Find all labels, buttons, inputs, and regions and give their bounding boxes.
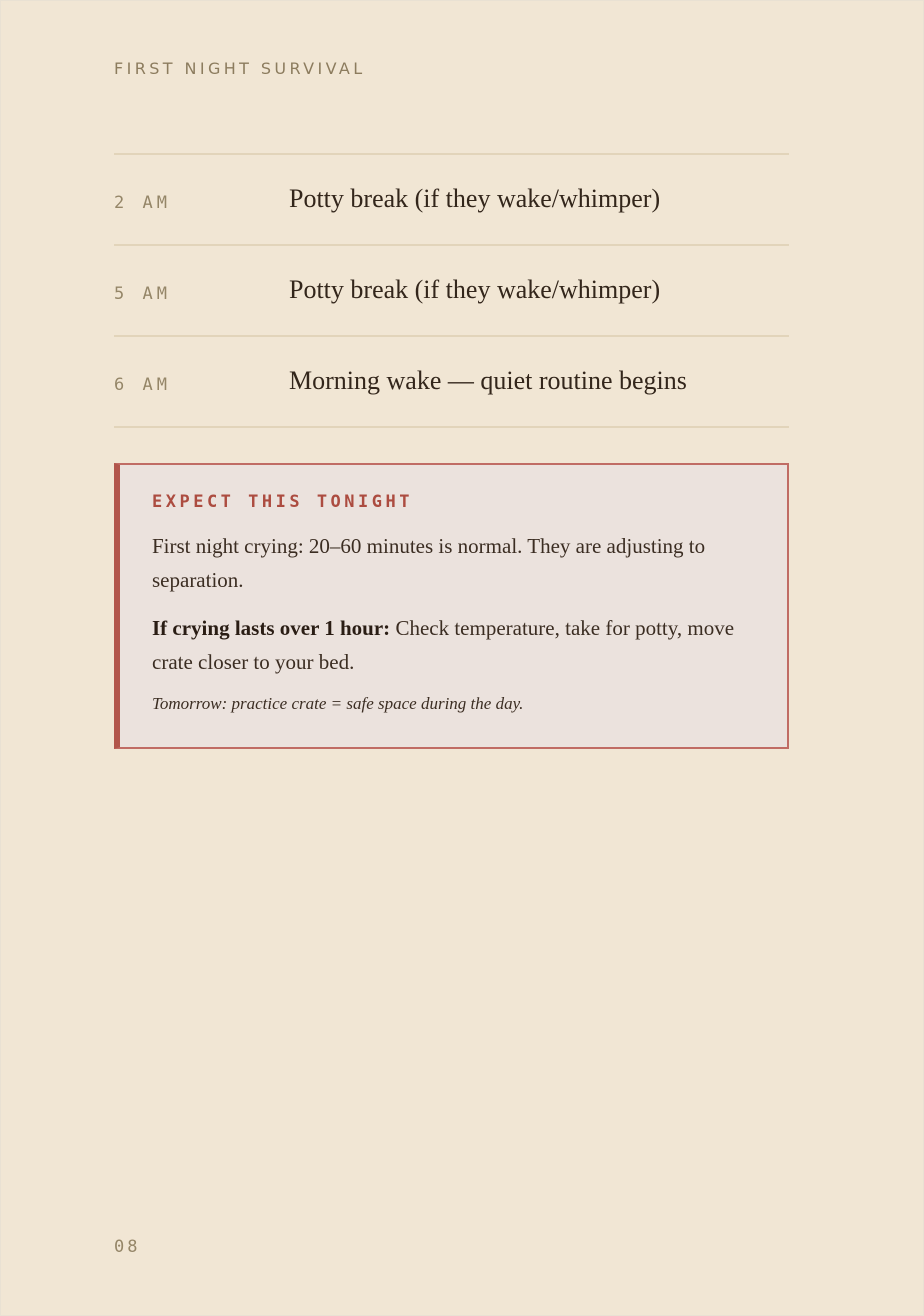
schedule-event: Morning wake — quiet routine begins	[289, 366, 687, 395]
schedule-row	[114, 155, 789, 246]
schedule-time: 6 AM	[114, 375, 171, 395]
callout-warning-text: Check temperature, take for potty, move crate closer to your bed.	[152, 616, 735, 674]
page-number: 08	[114, 1237, 141, 1257]
callout-paragraph: First night crying: 20–60 minutes is normal. They are adjusting to separation.	[152, 534, 706, 592]
expect-tonight-callout	[114, 463, 789, 749]
schedule-row	[114, 337, 789, 428]
schedule-event: Potty break (if they wake/whimper)	[289, 184, 661, 213]
callout-warning-lead: If crying lasts over 1 hour:	[152, 616, 391, 640]
schedule-time: 5 AM	[114, 284, 171, 304]
callout-title: EXPECT THIS TONIGHT	[152, 492, 413, 512]
section-header: FIRST NIGHT SURVIVAL	[114, 59, 366, 78]
night-schedule	[114, 153, 789, 428]
callout-paragraph-warning	[152, 611, 752, 679]
callout-note: Tomorrow: practice crate = safe space during the day.	[152, 694, 524, 713]
schedule-row	[114, 246, 789, 337]
schedule-event: Potty break (if they wake/whimper)	[289, 275, 661, 304]
schedule-time: 2 AM	[114, 193, 171, 213]
